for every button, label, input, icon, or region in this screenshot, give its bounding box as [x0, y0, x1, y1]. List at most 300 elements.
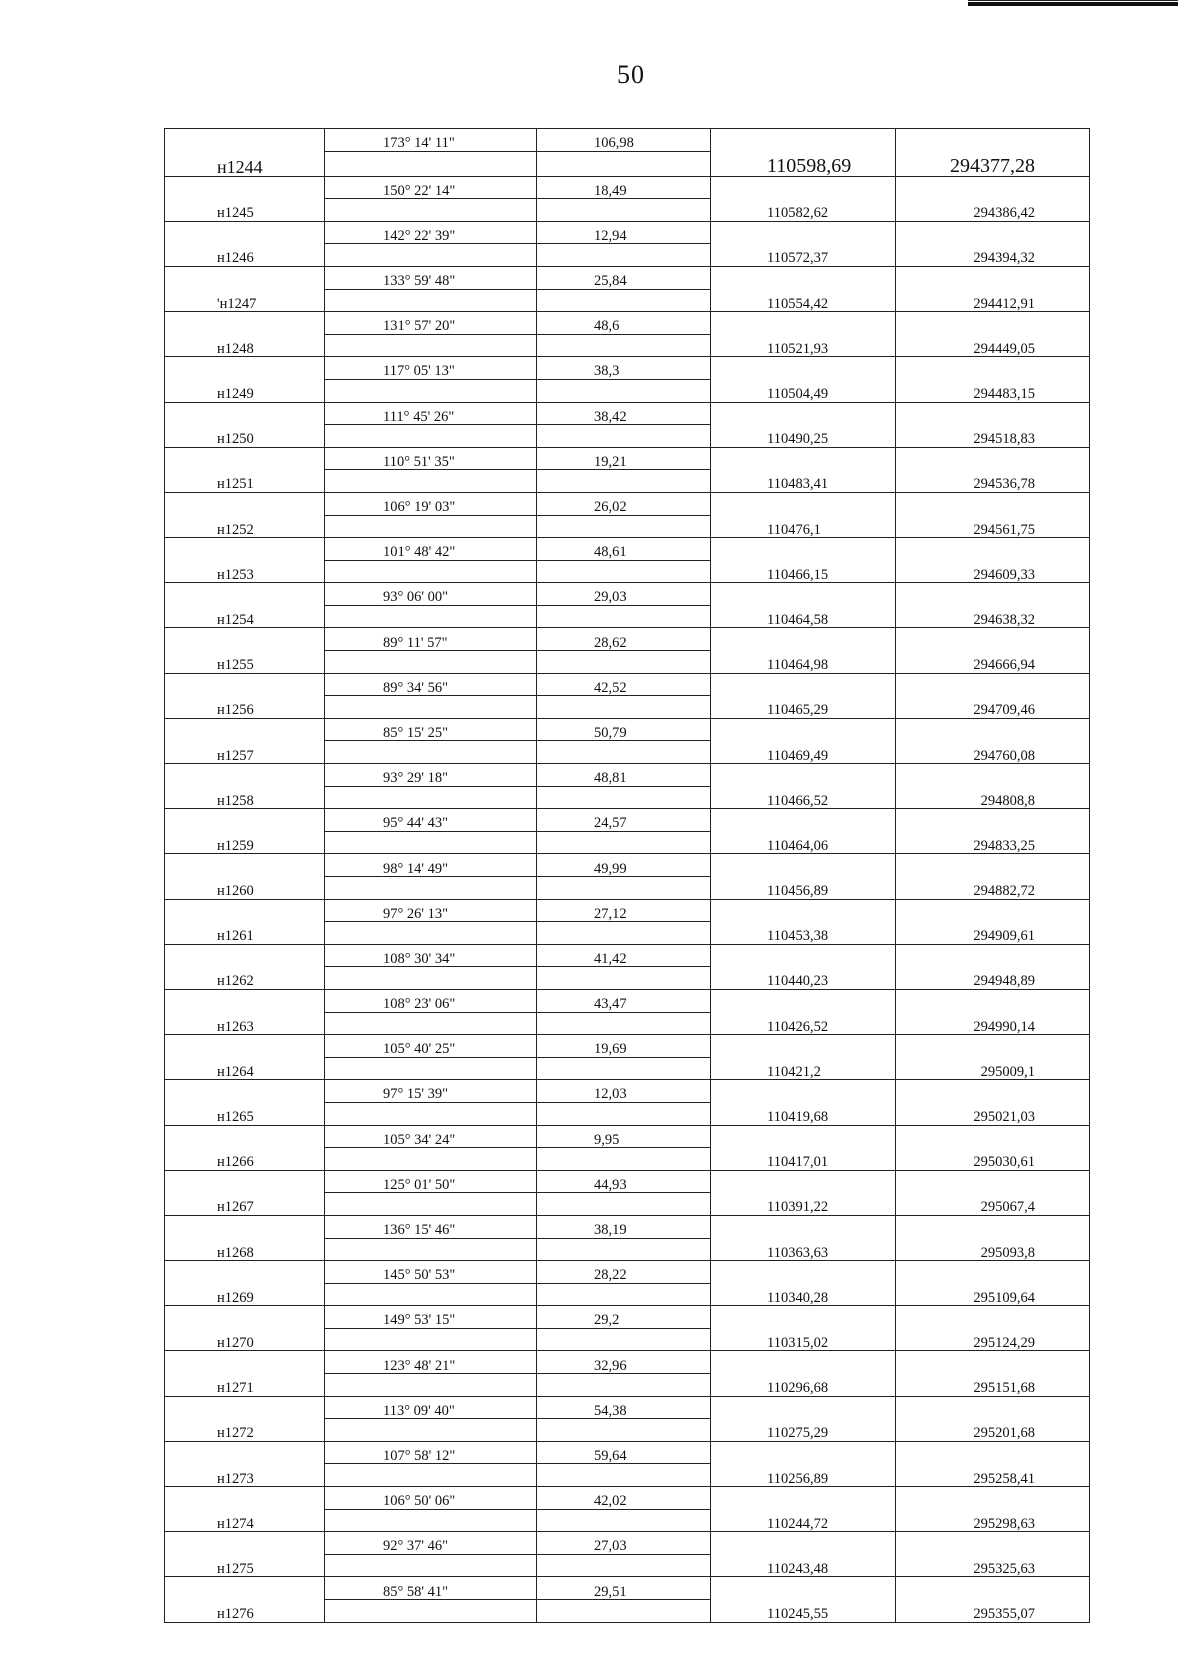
empty-cell [165, 1441, 325, 1464]
point-name-cell: н1264 [165, 1057, 325, 1080]
point-name-cell: н1268 [165, 1238, 325, 1261]
x-coordinate-cell: 110554,42 [711, 289, 896, 312]
segment-row [165, 1035, 1090, 1058]
direction-angle-cell: 92° 37' 46" [325, 1532, 537, 1555]
empty-cell [711, 1125, 896, 1148]
empty-cell [325, 1102, 537, 1125]
x-coordinate-cell: 110521,93 [711, 334, 896, 357]
point-name-cell: н1269 [165, 1283, 325, 1306]
empty-cell [711, 1080, 896, 1103]
point-row [165, 1102, 1090, 1125]
point-row [165, 289, 1090, 312]
x-coordinate-cell: 110453,38 [711, 922, 896, 945]
empty-cell [165, 1487, 325, 1510]
point-name-cell: н1262 [165, 967, 325, 990]
segment-length-cell: 50,79 [537, 718, 711, 741]
point-row [165, 651, 1090, 674]
direction-angle-cell: 97° 26' 13" [325, 899, 537, 922]
empty-cell [711, 944, 896, 967]
x-coordinate-cell: 110421,2 [711, 1057, 896, 1080]
y-coordinate-cell: 294377,28 [896, 151, 1090, 176]
empty-cell [711, 1396, 896, 1419]
point-name-cell: н1273 [165, 1464, 325, 1487]
point-row [165, 560, 1090, 583]
y-coordinate-cell: 295258,41 [896, 1464, 1090, 1487]
segment-length-cell: 48,61 [537, 538, 711, 561]
empty-cell [325, 1328, 537, 1351]
point-row [165, 741, 1090, 764]
x-coordinate-cell: 110296,68 [711, 1374, 896, 1397]
empty-cell [325, 1554, 537, 1577]
direction-angle-cell: 97° 15' 39" [325, 1080, 537, 1103]
empty-cell [896, 1125, 1090, 1148]
segment-row [165, 1215, 1090, 1238]
point-row [165, 244, 1090, 267]
empty-cell [537, 560, 711, 583]
empty-cell [165, 673, 325, 696]
empty-cell [165, 447, 325, 470]
point-name-cell: н1257 [165, 741, 325, 764]
segment-row [165, 402, 1090, 425]
segment-length-cell: 49,99 [537, 854, 711, 877]
empty-cell [537, 1374, 711, 1397]
point-row [165, 922, 1090, 945]
empty-cell [165, 1080, 325, 1103]
x-coordinate-cell: 110572,37 [711, 244, 896, 267]
empty-cell [537, 1283, 711, 1306]
segment-length-cell: 42,52 [537, 673, 711, 696]
segment-length-cell: 54,38 [537, 1396, 711, 1419]
empty-cell [896, 944, 1090, 967]
segment-length-cell: 19,69 [537, 1035, 711, 1058]
empty-cell [711, 221, 896, 244]
x-coordinate-cell: 110466,52 [711, 786, 896, 809]
empty-cell [711, 1532, 896, 1555]
empty-cell [537, 696, 711, 719]
direction-angle-cell: 149° 53' 15" [325, 1306, 537, 1329]
empty-cell [165, 312, 325, 335]
direction-angle-cell: 142° 22' 39" [325, 221, 537, 244]
segment-row [165, 266, 1090, 289]
empty-cell [537, 334, 711, 357]
empty-cell [896, 1215, 1090, 1238]
segment-row [165, 221, 1090, 244]
segment-row [165, 129, 1090, 152]
segment-row [165, 899, 1090, 922]
y-coordinate-cell: 294760,08 [896, 741, 1090, 764]
empty-cell [537, 1464, 711, 1487]
direction-angle-cell: 89° 11' 57" [325, 628, 537, 651]
empty-cell [165, 1215, 325, 1238]
empty-cell [325, 1283, 537, 1306]
x-coordinate-cell: 110464,98 [711, 651, 896, 674]
segment-length-cell: 48,6 [537, 312, 711, 335]
empty-cell [325, 379, 537, 402]
point-name-cell: н1271 [165, 1374, 325, 1397]
empty-cell [325, 922, 537, 945]
direction-angle-cell: 105° 34' 24" [325, 1125, 537, 1148]
segment-row [165, 628, 1090, 651]
point-name-cell: н1249 [165, 379, 325, 402]
empty-cell [537, 470, 711, 493]
direction-angle-cell: 93° 06' 00" [325, 583, 537, 606]
point-row [165, 1238, 1090, 1261]
empty-cell [537, 515, 711, 538]
empty-cell [165, 1396, 325, 1419]
empty-cell [896, 312, 1090, 335]
empty-cell [896, 492, 1090, 515]
empty-cell [165, 266, 325, 289]
empty-cell [896, 854, 1090, 877]
empty-cell [711, 538, 896, 561]
coordinates-table [164, 128, 1090, 1623]
x-coordinate-cell: 110363,63 [711, 1238, 896, 1261]
point-row [165, 1328, 1090, 1351]
x-coordinate-cell: 110598,69 [711, 151, 896, 176]
empty-cell [896, 357, 1090, 380]
empty-cell [165, 357, 325, 380]
empty-cell [325, 786, 537, 809]
direction-angle-cell: 106° 19' 03" [325, 492, 537, 515]
point-row [165, 379, 1090, 402]
empty-cell [165, 492, 325, 515]
y-coordinate-cell: 294666,94 [896, 651, 1090, 674]
empty-cell [896, 899, 1090, 922]
empty-cell [896, 447, 1090, 470]
y-coordinate-cell: 295325,63 [896, 1554, 1090, 1577]
empty-cell [896, 989, 1090, 1012]
segment-length-cell: 38,19 [537, 1215, 711, 1238]
empty-cell [537, 151, 711, 176]
point-row [165, 696, 1090, 719]
direction-angle-cell: 108° 23' 06" [325, 989, 537, 1012]
empty-cell [711, 357, 896, 380]
direction-angle-cell: 105° 40' 25" [325, 1035, 537, 1058]
empty-cell [325, 1012, 537, 1035]
direction-angle-cell: 111° 45' 26" [325, 402, 537, 425]
segment-row [165, 1306, 1090, 1329]
segment-row [165, 312, 1090, 335]
x-coordinate-cell: 110417,01 [711, 1148, 896, 1171]
y-coordinate-cell: 294909,61 [896, 922, 1090, 945]
empty-cell [896, 1577, 1090, 1600]
direction-angle-cell: 117° 05' 13" [325, 357, 537, 380]
point-row [165, 1057, 1090, 1080]
empty-cell [896, 402, 1090, 425]
point-row [165, 199, 1090, 222]
segment-length-cell: 32,96 [537, 1351, 711, 1374]
segment-row [165, 989, 1090, 1012]
y-coordinate-cell: 295201,68 [896, 1419, 1090, 1442]
empty-cell [537, 877, 711, 900]
empty-cell [896, 1306, 1090, 1329]
point-name-cell: н1275 [165, 1554, 325, 1577]
segment-length-cell: 28,22 [537, 1261, 711, 1284]
empty-cell [537, 1193, 711, 1216]
y-coordinate-cell: 294386,42 [896, 199, 1090, 222]
segment-row [165, 718, 1090, 741]
empty-cell [537, 922, 711, 945]
empty-cell [896, 718, 1090, 741]
segment-row [165, 1441, 1090, 1464]
point-name-cell: н1250 [165, 425, 325, 448]
x-coordinate-cell: 110465,29 [711, 696, 896, 719]
point-name-cell: н1254 [165, 605, 325, 628]
empty-cell [325, 199, 537, 222]
y-coordinate-cell: 294561,75 [896, 515, 1090, 538]
y-coordinate-cell: 294483,15 [896, 379, 1090, 402]
empty-cell [711, 266, 896, 289]
point-row [165, 786, 1090, 809]
empty-cell [165, 1577, 325, 1600]
empty-cell [896, 583, 1090, 606]
point-name-cell: н1244 [165, 151, 325, 176]
segment-row [165, 583, 1090, 606]
segment-row [165, 492, 1090, 515]
x-coordinate-cell: 110483,41 [711, 470, 896, 493]
segment-row [165, 1351, 1090, 1374]
y-coordinate-cell: 294394,32 [896, 244, 1090, 267]
segment-row [165, 854, 1090, 877]
point-row [165, 1509, 1090, 1532]
point-row [165, 151, 1090, 176]
empty-cell [325, 1374, 537, 1397]
empty-cell [537, 199, 711, 222]
y-coordinate-cell: 295067,4 [896, 1193, 1090, 1216]
segment-length-cell: 24,57 [537, 809, 711, 832]
empty-cell [165, 1306, 325, 1329]
empty-cell [325, 1464, 537, 1487]
y-coordinate-cell: 294709,46 [896, 696, 1090, 719]
y-coordinate-cell: 294948,89 [896, 967, 1090, 990]
empty-cell [896, 1035, 1090, 1058]
segment-row [165, 1532, 1090, 1555]
empty-cell [537, 786, 711, 809]
segment-length-cell: 12,94 [537, 221, 711, 244]
segment-row [165, 538, 1090, 561]
y-coordinate-cell: 295030,61 [896, 1148, 1090, 1171]
point-name-cell: н1251 [165, 470, 325, 493]
empty-cell [711, 312, 896, 335]
y-coordinate-cell: 294882,72 [896, 877, 1090, 900]
empty-cell [165, 583, 325, 606]
segment-row [165, 1170, 1090, 1193]
point-row [165, 1554, 1090, 1577]
point-name-cell: н1270 [165, 1328, 325, 1351]
empty-cell [325, 289, 537, 312]
empty-cell [165, 628, 325, 651]
point-row [165, 967, 1090, 990]
empty-cell [896, 1487, 1090, 1510]
point-row [165, 605, 1090, 628]
direction-angle-cell: 107° 58' 12" [325, 1441, 537, 1464]
x-coordinate-cell: 110244,72 [711, 1509, 896, 1532]
empty-cell [711, 1487, 896, 1510]
segment-row [165, 1261, 1090, 1284]
y-coordinate-cell: 295021,03 [896, 1102, 1090, 1125]
point-name-cell: н1274 [165, 1509, 325, 1532]
y-coordinate-cell: 295151,68 [896, 1374, 1090, 1397]
x-coordinate-cell: 110275,29 [711, 1419, 896, 1442]
direction-angle-cell: 95° 44' 43" [325, 809, 537, 832]
empty-cell [896, 266, 1090, 289]
empty-cell [165, 1170, 325, 1193]
segment-length-cell: 38,42 [537, 402, 711, 425]
segment-length-cell: 27,03 [537, 1532, 711, 1555]
segment-row [165, 809, 1090, 832]
segment-length-cell: 29,51 [537, 1577, 711, 1600]
empty-cell [537, 605, 711, 628]
point-name-cell: н1248 [165, 334, 325, 357]
y-coordinate-cell: 295093,8 [896, 1238, 1090, 1261]
point-name-cell: н1253 [165, 560, 325, 583]
empty-cell [711, 1035, 896, 1058]
direction-angle-cell: 133° 59' 48" [325, 266, 537, 289]
empty-cell [537, 1600, 711, 1623]
point-row [165, 1193, 1090, 1216]
empty-cell [325, 425, 537, 448]
empty-cell [537, 1012, 711, 1035]
point-row [165, 1012, 1090, 1035]
empty-cell [711, 854, 896, 877]
empty-cell [711, 1261, 896, 1284]
direction-angle-cell: 85° 58' 41" [325, 1577, 537, 1600]
empty-cell [711, 402, 896, 425]
segment-row [165, 764, 1090, 787]
segment-length-cell: 42,02 [537, 1487, 711, 1510]
segment-length-cell: 9,95 [537, 1125, 711, 1148]
segment-length-cell: 19,21 [537, 447, 711, 470]
direction-angle-cell: 113° 09' 40" [325, 1396, 537, 1419]
x-coordinate-cell: 110490,25 [711, 425, 896, 448]
empty-cell [896, 673, 1090, 696]
x-coordinate-cell: 110504,49 [711, 379, 896, 402]
y-coordinate-cell: 294638,32 [896, 605, 1090, 628]
x-coordinate-cell: 110419,68 [711, 1102, 896, 1125]
empty-cell [325, 1419, 537, 1442]
x-coordinate-cell: 110476,1 [711, 515, 896, 538]
x-coordinate-cell: 110426,52 [711, 1012, 896, 1035]
point-name-cell: н1266 [165, 1148, 325, 1171]
segment-length-cell: 25,84 [537, 266, 711, 289]
empty-cell [537, 379, 711, 402]
point-name-cell: н1259 [165, 831, 325, 854]
direction-angle-cell: 150° 22' 14" [325, 176, 537, 199]
empty-cell [325, 1057, 537, 1080]
segment-row [165, 1080, 1090, 1103]
empty-cell [711, 899, 896, 922]
point-row [165, 515, 1090, 538]
y-coordinate-cell: 294990,14 [896, 1012, 1090, 1035]
empty-cell [537, 831, 711, 854]
page-number: 50 [617, 60, 645, 89]
empty-cell [325, 1148, 537, 1171]
direction-angle-cell: 136° 15' 46" [325, 1215, 537, 1238]
point-name-cell: н1267 [165, 1193, 325, 1216]
point-row [165, 831, 1090, 854]
point-row [165, 1374, 1090, 1397]
x-coordinate-cell: 110256,89 [711, 1464, 896, 1487]
x-coordinate-cell: 110243,48 [711, 1554, 896, 1577]
segment-length-cell: 38,3 [537, 357, 711, 380]
empty-cell [165, 221, 325, 244]
empty-cell [711, 989, 896, 1012]
empty-cell [711, 583, 896, 606]
empty-cell [711, 492, 896, 515]
empty-cell [325, 244, 537, 267]
empty-cell [165, 538, 325, 561]
empty-cell [165, 1351, 325, 1374]
empty-cell [896, 129, 1090, 152]
segment-row [165, 1487, 1090, 1510]
y-coordinate-cell: 295109,64 [896, 1283, 1090, 1306]
y-coordinate-cell: 294536,78 [896, 470, 1090, 493]
empty-cell [325, 1509, 537, 1532]
empty-cell [325, 1193, 537, 1216]
point-row [165, 1464, 1090, 1487]
segment-row [165, 673, 1090, 696]
direction-angle-cell: 110° 51' 35" [325, 447, 537, 470]
point-row [165, 1148, 1090, 1171]
empty-cell [537, 289, 711, 312]
empty-cell [896, 764, 1090, 787]
empty-cell [325, 515, 537, 538]
empty-cell [896, 1261, 1090, 1284]
empty-cell [325, 696, 537, 719]
empty-cell [325, 741, 537, 764]
segment-length-cell: 106,98 [537, 129, 711, 152]
empty-cell [165, 1125, 325, 1148]
empty-cell [325, 651, 537, 674]
empty-cell [537, 1148, 711, 1171]
point-name-cell: н1245 [165, 199, 325, 222]
segment-length-cell: 28,62 [537, 628, 711, 651]
segment-row [165, 357, 1090, 380]
empty-cell [537, 425, 711, 448]
direction-angle-cell: 131° 57' 20" [325, 312, 537, 335]
empty-cell [711, 129, 896, 152]
point-name-cell: н1272 [165, 1419, 325, 1442]
empty-cell [537, 1509, 711, 1532]
direction-angle-cell: 101° 48' 42" [325, 538, 537, 561]
coordinates-table-body [165, 129, 1090, 1623]
empty-cell [896, 1170, 1090, 1193]
segment-length-cell: 18,49 [537, 176, 711, 199]
point-row [165, 470, 1090, 493]
point-row [165, 877, 1090, 900]
segment-row [165, 944, 1090, 967]
segment-length-cell: 27,12 [537, 899, 711, 922]
point-name-cell: н1276 [165, 1600, 325, 1623]
empty-cell [325, 1600, 537, 1623]
x-coordinate-cell: 110440,23 [711, 967, 896, 990]
direction-angle-cell: 85° 15' 25" [325, 718, 537, 741]
empty-cell [165, 944, 325, 967]
empty-cell [165, 129, 325, 152]
x-coordinate-cell: 110469,49 [711, 741, 896, 764]
empty-cell [896, 221, 1090, 244]
empty-cell [537, 1238, 711, 1261]
empty-cell [165, 1035, 325, 1058]
y-coordinate-cell: 294833,25 [896, 831, 1090, 854]
empty-cell [711, 1441, 896, 1464]
point-name-cell: н1252 [165, 515, 325, 538]
x-coordinate-cell: 110315,02 [711, 1328, 896, 1351]
x-coordinate-cell: 110456,89 [711, 877, 896, 900]
segment-length-cell: 29,03 [537, 583, 711, 606]
point-name-cell: н1256 [165, 696, 325, 719]
empty-cell [711, 1306, 896, 1329]
